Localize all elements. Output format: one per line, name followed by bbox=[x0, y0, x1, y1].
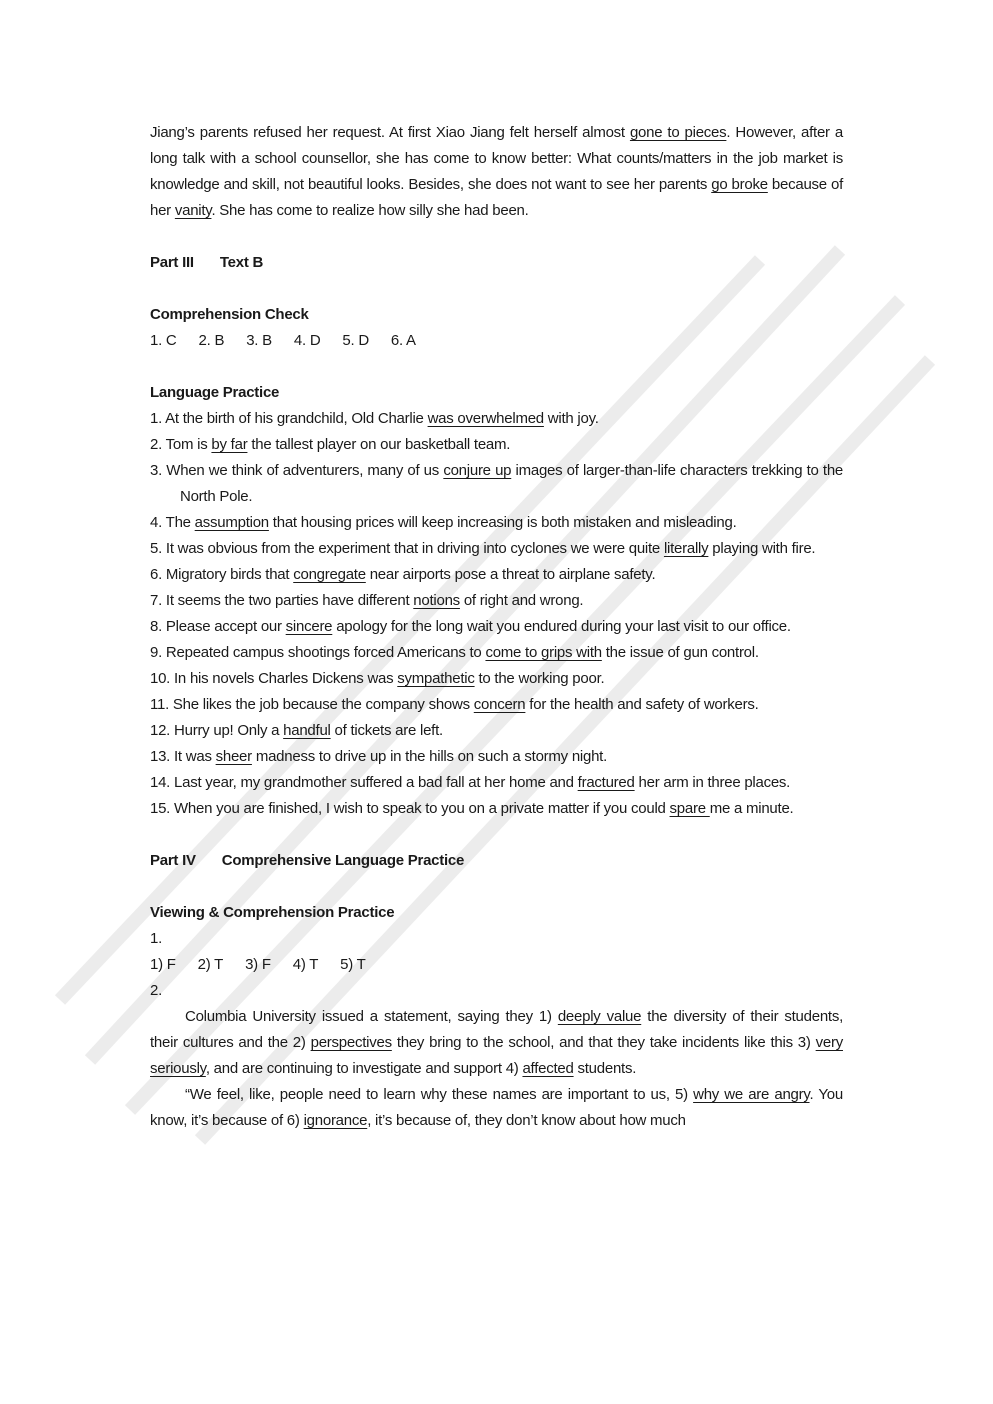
text: , it’s because of, they don’t know about how much bbox=[367, 1112, 686, 1129]
text: Language Practice bbox=[150, 384, 280, 401]
text: Viewing & Comprehension Practice bbox=[150, 904, 395, 921]
text: 12. Hurry up! Only a bbox=[150, 722, 284, 739]
answer-list bbox=[150, 328, 843, 354]
spacer bbox=[150, 354, 843, 380]
text: near airports pose a threat to airplane safety. bbox=[365, 566, 656, 583]
text: 7. It seems the two parties have different bbox=[150, 592, 414, 609]
text: 4) T bbox=[292, 956, 319, 973]
text: 11. She likes the job because the company shows bbox=[150, 696, 474, 713]
text: 6. A bbox=[390, 332, 416, 349]
exercise-item bbox=[150, 718, 843, 744]
text: . You know, it’s because of 6) bbox=[150, 1086, 843, 1129]
text: . She has come to realize how silly she had been. bbox=[211, 202, 529, 219]
answer-underlined: come to grips with bbox=[485, 644, 602, 661]
text: images of larger-than-life characters trekking to the North Pole. bbox=[180, 462, 843, 505]
text: 1. At the birth of his grandchild, Old Charlie bbox=[150, 410, 428, 427]
section-heading bbox=[150, 302, 843, 328]
text: 1. C bbox=[150, 332, 177, 349]
exercise-item bbox=[150, 796, 843, 822]
section-heading bbox=[150, 250, 843, 276]
answer-underlined: congregate bbox=[293, 566, 366, 583]
answer-underlined: literally bbox=[663, 540, 709, 557]
paragraph bbox=[150, 1082, 843, 1134]
text: Text B bbox=[219, 254, 264, 271]
answer-underlined: ignorance bbox=[303, 1112, 368, 1129]
answer-underlined: affected bbox=[522, 1060, 574, 1077]
text: 6. Migratory birds that bbox=[150, 566, 294, 583]
exercise-item bbox=[150, 432, 843, 458]
text: 9. Repeated campus shootings forced Americans to bbox=[150, 644, 486, 661]
text: 14. Last year, my grandmother suffered a bad fall at her home and bbox=[150, 774, 578, 791]
text: “We feel, like, people need to learn why these names are important to us, 5) bbox=[185, 1086, 694, 1103]
document-body bbox=[150, 120, 843, 1134]
text: , and are continuing to investigate and support 4) bbox=[205, 1060, 523, 1077]
text: to the working poor. bbox=[474, 670, 605, 687]
text: of tickets are left. bbox=[330, 722, 443, 739]
text: me a minute. bbox=[709, 800, 794, 817]
text: Part III bbox=[150, 254, 194, 271]
text: the diversity of their students, their cultures and the 2) bbox=[150, 1008, 844, 1051]
text: 13. It was bbox=[150, 748, 216, 765]
answer-underlined: spare bbox=[669, 800, 710, 817]
text: 2) T bbox=[197, 956, 224, 973]
text: 1. bbox=[150, 930, 163, 947]
paragraph bbox=[150, 1004, 843, 1082]
text: 5. It was obvious from the experiment that in driving into cyclones we were quite bbox=[150, 540, 664, 557]
text: 3. B bbox=[246, 332, 272, 349]
text: they bring to the school, and that they take incidents like this 3) bbox=[391, 1034, 816, 1051]
question-number bbox=[150, 926, 843, 952]
answer-underlined: by far bbox=[211, 436, 248, 453]
exercise-item bbox=[150, 770, 843, 796]
text: for the health and safety of workers. bbox=[525, 696, 759, 713]
text: the tallest player on our basketball team. bbox=[247, 436, 511, 453]
answer-underlined: conjure up bbox=[443, 462, 512, 479]
answer-underlined: concern bbox=[473, 696, 526, 713]
section-heading bbox=[150, 380, 843, 406]
exercise-item bbox=[150, 692, 843, 718]
answer-underlined: was overwhelmed bbox=[427, 410, 544, 427]
exercise-item bbox=[150, 562, 843, 588]
text: Comprehensive Language Practice bbox=[221, 852, 465, 869]
answer-underlined: sheer bbox=[215, 748, 252, 765]
answer-underlined: vanity bbox=[174, 202, 212, 219]
text: 4. The bbox=[150, 514, 195, 531]
text: Part IV bbox=[150, 852, 196, 869]
exercise-item bbox=[150, 744, 843, 770]
exercise-item bbox=[150, 406, 843, 432]
text: the issue of gun control. bbox=[601, 644, 759, 661]
spacer bbox=[150, 822, 843, 848]
exercise-item bbox=[150, 666, 843, 692]
answer-underlined: why we are angry bbox=[693, 1086, 810, 1103]
text: students. bbox=[573, 1060, 637, 1077]
text: with joy. bbox=[543, 410, 599, 427]
paragraph bbox=[150, 120, 843, 224]
text: . However, after a long talk with a school counsellor, she has come to know better: What counts/matters in the job market is knowledge and skill, not beautiful looks. Besides, she does not want to see her parents bbox=[150, 124, 843, 193]
answer-underlined: fractured bbox=[577, 774, 635, 791]
text: apology for the long wait you endured during your last visit to our office. bbox=[332, 618, 791, 635]
answer-underlined: go broke bbox=[711, 176, 768, 193]
text: because of her bbox=[150, 176, 844, 219]
text: 2. B bbox=[198, 332, 225, 349]
exercise-item bbox=[150, 588, 843, 614]
answer-underlined: sincere bbox=[285, 618, 333, 635]
text: of right and wrong. bbox=[459, 592, 584, 609]
text: 3. When we think of adventurers, many of us bbox=[150, 462, 444, 479]
text: 2. Tom is bbox=[150, 436, 212, 453]
text: playing with fire. bbox=[708, 540, 816, 557]
section-heading bbox=[150, 900, 843, 926]
exercise-item bbox=[150, 536, 843, 562]
spacer bbox=[150, 874, 843, 900]
answer-underlined: perspectives bbox=[310, 1034, 392, 1051]
text: Columbia University issued a statement, saying they 1) bbox=[185, 1008, 558, 1025]
text: 8. Please accept our bbox=[150, 618, 286, 635]
answer-underlined: notions bbox=[413, 592, 460, 609]
text: 10. In his novels Charles Dickens was bbox=[150, 670, 398, 687]
answer-underlined: gone to pieces bbox=[629, 124, 727, 141]
text: her arm in three places. bbox=[634, 774, 791, 791]
text: 4. D bbox=[293, 332, 321, 349]
section-heading bbox=[150, 848, 843, 874]
spacer bbox=[150, 276, 843, 302]
text: that housing prices will keep increasing is both mistaken and misleading. bbox=[268, 514, 737, 531]
answer-underlined: assumption bbox=[194, 514, 269, 531]
text: Comprehension Check bbox=[150, 306, 309, 323]
text: 2. bbox=[150, 982, 163, 999]
text: 5. D bbox=[342, 332, 369, 349]
text: 3) F bbox=[245, 956, 271, 973]
answer-underlined: very seriously bbox=[150, 1034, 843, 1077]
exercise-item bbox=[150, 458, 843, 510]
question-number bbox=[150, 978, 843, 1004]
text: 5) T bbox=[340, 956, 366, 973]
text: 15. When you are finished, I wish to speak to you on a private matter if you could bbox=[150, 800, 670, 817]
answer-underlined: deeply value bbox=[557, 1008, 642, 1025]
answer-list bbox=[150, 952, 843, 978]
exercise-item bbox=[150, 640, 843, 666]
text: Jiang’s parents refused her request. At first Xiao Jiang felt herself almost bbox=[150, 124, 630, 141]
exercise-item bbox=[150, 614, 843, 640]
spacer bbox=[150, 224, 843, 250]
answer-underlined: sympathetic bbox=[397, 670, 475, 687]
exercise-item bbox=[150, 510, 843, 536]
text: madness to drive up in the hills on such a stormy night. bbox=[251, 748, 608, 765]
answer-underlined: handful bbox=[283, 722, 331, 739]
text: 1) F bbox=[150, 956, 176, 973]
